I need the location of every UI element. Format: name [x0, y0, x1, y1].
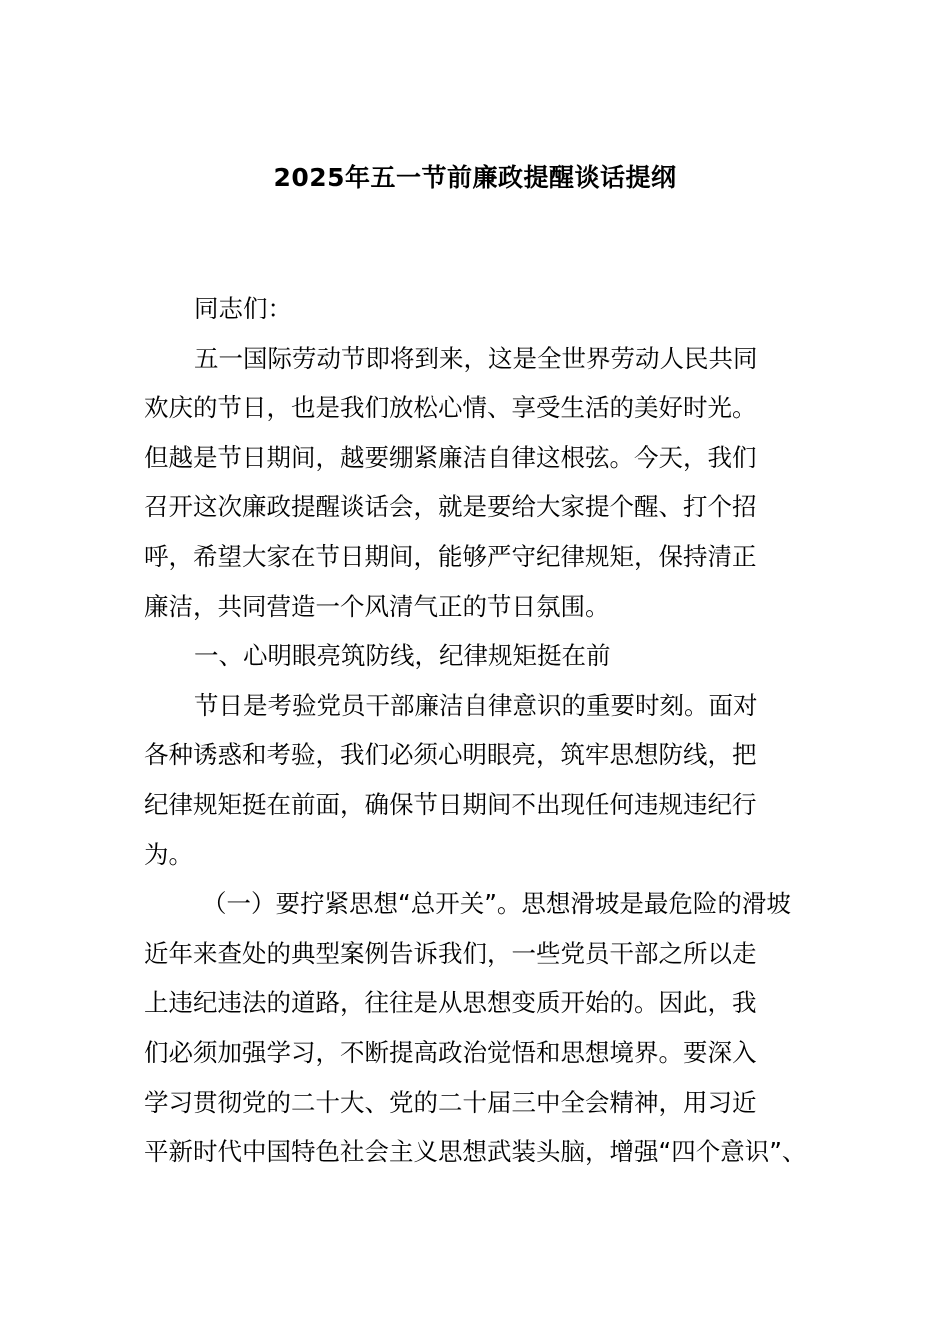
subsection-line: （一）要拧紧思想“总开关”。思想滑坡是最危险的滑坡: [202, 889, 791, 919]
body-line: 欢庆的节日，也是我们放松心情、享受生活的美好时光。: [144, 393, 757, 423]
body-line: 平新时代中国特色社会主义思想武装头脑，增强“四个意识”、: [144, 1137, 807, 1167]
body-line: 呼，希望大家在节日期间，能够严守纪律规矩，保持清正: [144, 541, 757, 571]
section-heading: 一、心明眼亮筑防线，纪律规矩挺在前: [194, 641, 611, 671]
document-body: [144, 284, 824, 1177]
body-line: 廉洁，共同营造一个风清气正的节日氛围。: [144, 591, 610, 621]
body-line: 各种诱惑和考验，我们必须心明眼亮，筑牢思想防线，把: [144, 740, 757, 770]
body-line: 近年来查处的典型案例告诉我们，一些党员干部之所以走: [144, 938, 757, 968]
body-line: 纪律规矩挺在前面，确保节日期间不出现任何违规违纪行: [144, 789, 757, 819]
body-line: 五一国际劳动节即将到来，这是全世界劳动人民共同: [194, 343, 758, 373]
body-line: 们必须加强学习，不断提高政治觉悟和思想境界。要深入: [144, 1037, 757, 1067]
body-line: 节日是考验党员干部廉洁自律意识的重要时刻。面对: [194, 690, 758, 720]
body-line: 召开这次廉政提醒谈话会，就是要给大家提个醒、打个招: [144, 492, 757, 522]
body-line: 同志们：: [194, 294, 292, 323]
body-line: 为。: [144, 839, 193, 869]
body-line: 但越是节日期间，越要绷紧廉洁自律这根弦。今天，我们: [144, 442, 757, 472]
body-line: 学习贯彻党的二十大、党的二十届三中全会精神，用习近: [144, 1087, 757, 1117]
body-line: 上违纪违法的道路，往往是从思想变质开始的。因此，我: [144, 988, 757, 1018]
document-title: 2025年五一节前廉政提醒谈话提纲: [273, 163, 677, 192]
